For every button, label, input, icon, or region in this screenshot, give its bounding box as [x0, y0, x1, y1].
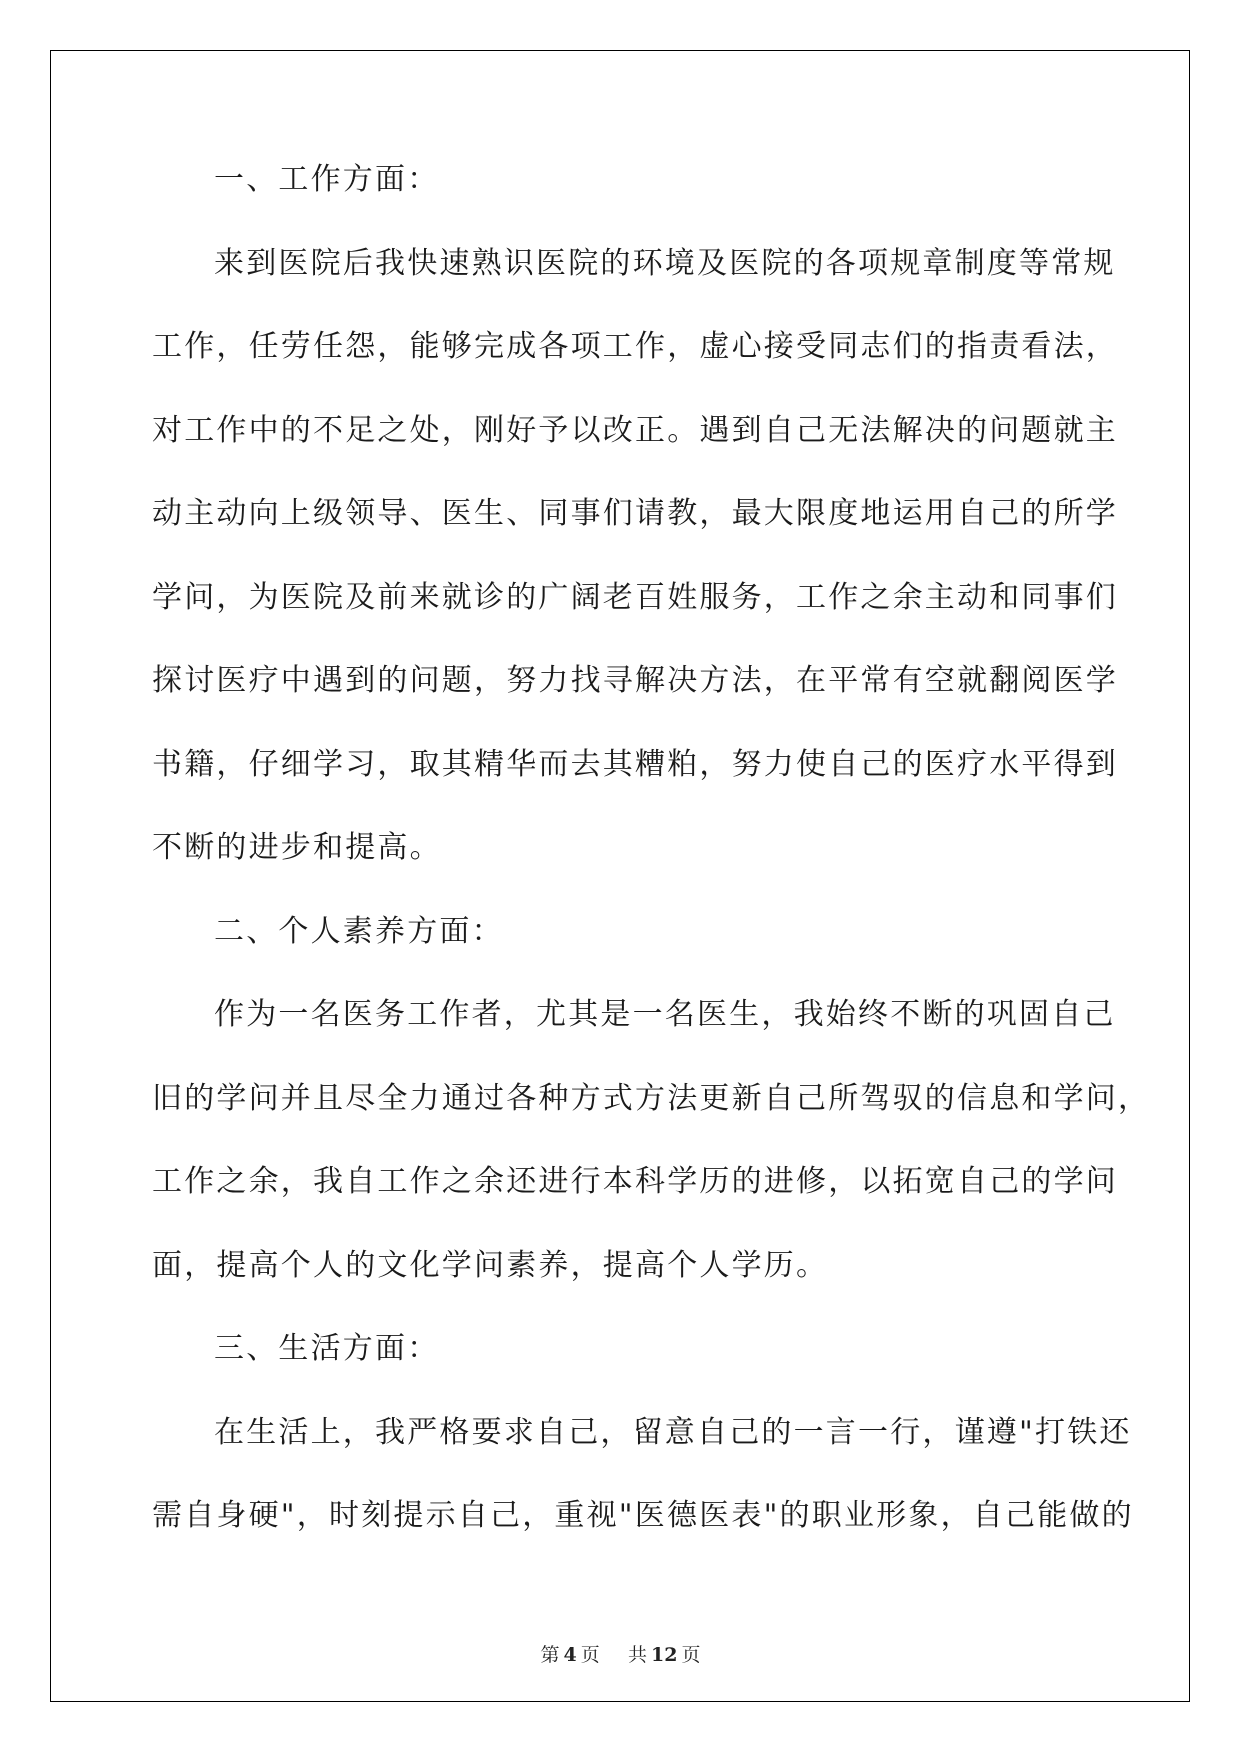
- page-footer: [0, 1640, 1241, 1667]
- paragraph-line: 书籍，仔细学习，取其精华而去其糟粕，努力使自己的医疗水平得到: [152, 746, 1118, 782]
- paragraph-line: 来到医院后我快速熟识医院的环境及医院的各项规章制度等常规: [214, 245, 1116, 281]
- total-pages: 12: [650, 1644, 678, 1666]
- paragraph-line: 不断的进步和提高。: [152, 830, 442, 865]
- paragraph-line: 旧的学问并且尽全力通过各种方式方法更新自己所驾驭的信息和学问，: [152, 1080, 1151, 1116]
- page-prefix: 第: [540, 1644, 560, 1666]
- heading-personal-quality: 二、个人素养方面：: [214, 913, 504, 949]
- paragraph-line: 工作之余，我自工作之余还进行本科学历的进修，以拓宽自己的学问: [152, 1164, 1118, 1199]
- paragraph-line: 学问，为医院及前来就诊的广阔老百姓服务，工作之余主动和同事们: [152, 579, 1118, 615]
- paragraph-line: 面，提高个人的文化学问素养，提高个人学历。: [152, 1247, 829, 1283]
- total-suffix: 页: [681, 1644, 701, 1666]
- document-body: [152, 162, 1151, 1582]
- paragraph-line: 需自身硬"，时刻提示自己，重视"医德医表"的职业形象，自己能做的: [152, 1498, 1134, 1533]
- total-prefix: 共: [627, 1644, 647, 1666]
- heading-work: 一、工作方面：: [214, 162, 440, 197]
- paragraph-line: 探讨医疗中遇到的问题，努力找寻解决方法，在平常有空就翻阅医学: [152, 663, 1118, 698]
- paragraph-line: 作为一名医务工作者，尤其是一名医生，我始终不断的巩固自己: [214, 997, 1116, 1032]
- page-number: 4: [563, 1644, 577, 1666]
- paragraph-line: 对工作中的不足之处，刚好予以改正。遇到自己无法解决的问题就主: [152, 412, 1118, 448]
- heading-life: 三、生活方面：: [214, 1331, 440, 1366]
- paragraph-line: 在生活上，我严格要求自己，留意自己的一言一行，谨遵"打铁还: [214, 1414, 1132, 1450]
- paragraph-line: 工作，任劳任怨，能够完成各项工作，虚心接受同志们的指责看法，: [152, 329, 1118, 364]
- page-suffix: 页: [580, 1644, 600, 1666]
- paragraph-line: 动主动向上级领导、医生、同事们请教，最大限度地运用自己的所学: [152, 496, 1118, 531]
